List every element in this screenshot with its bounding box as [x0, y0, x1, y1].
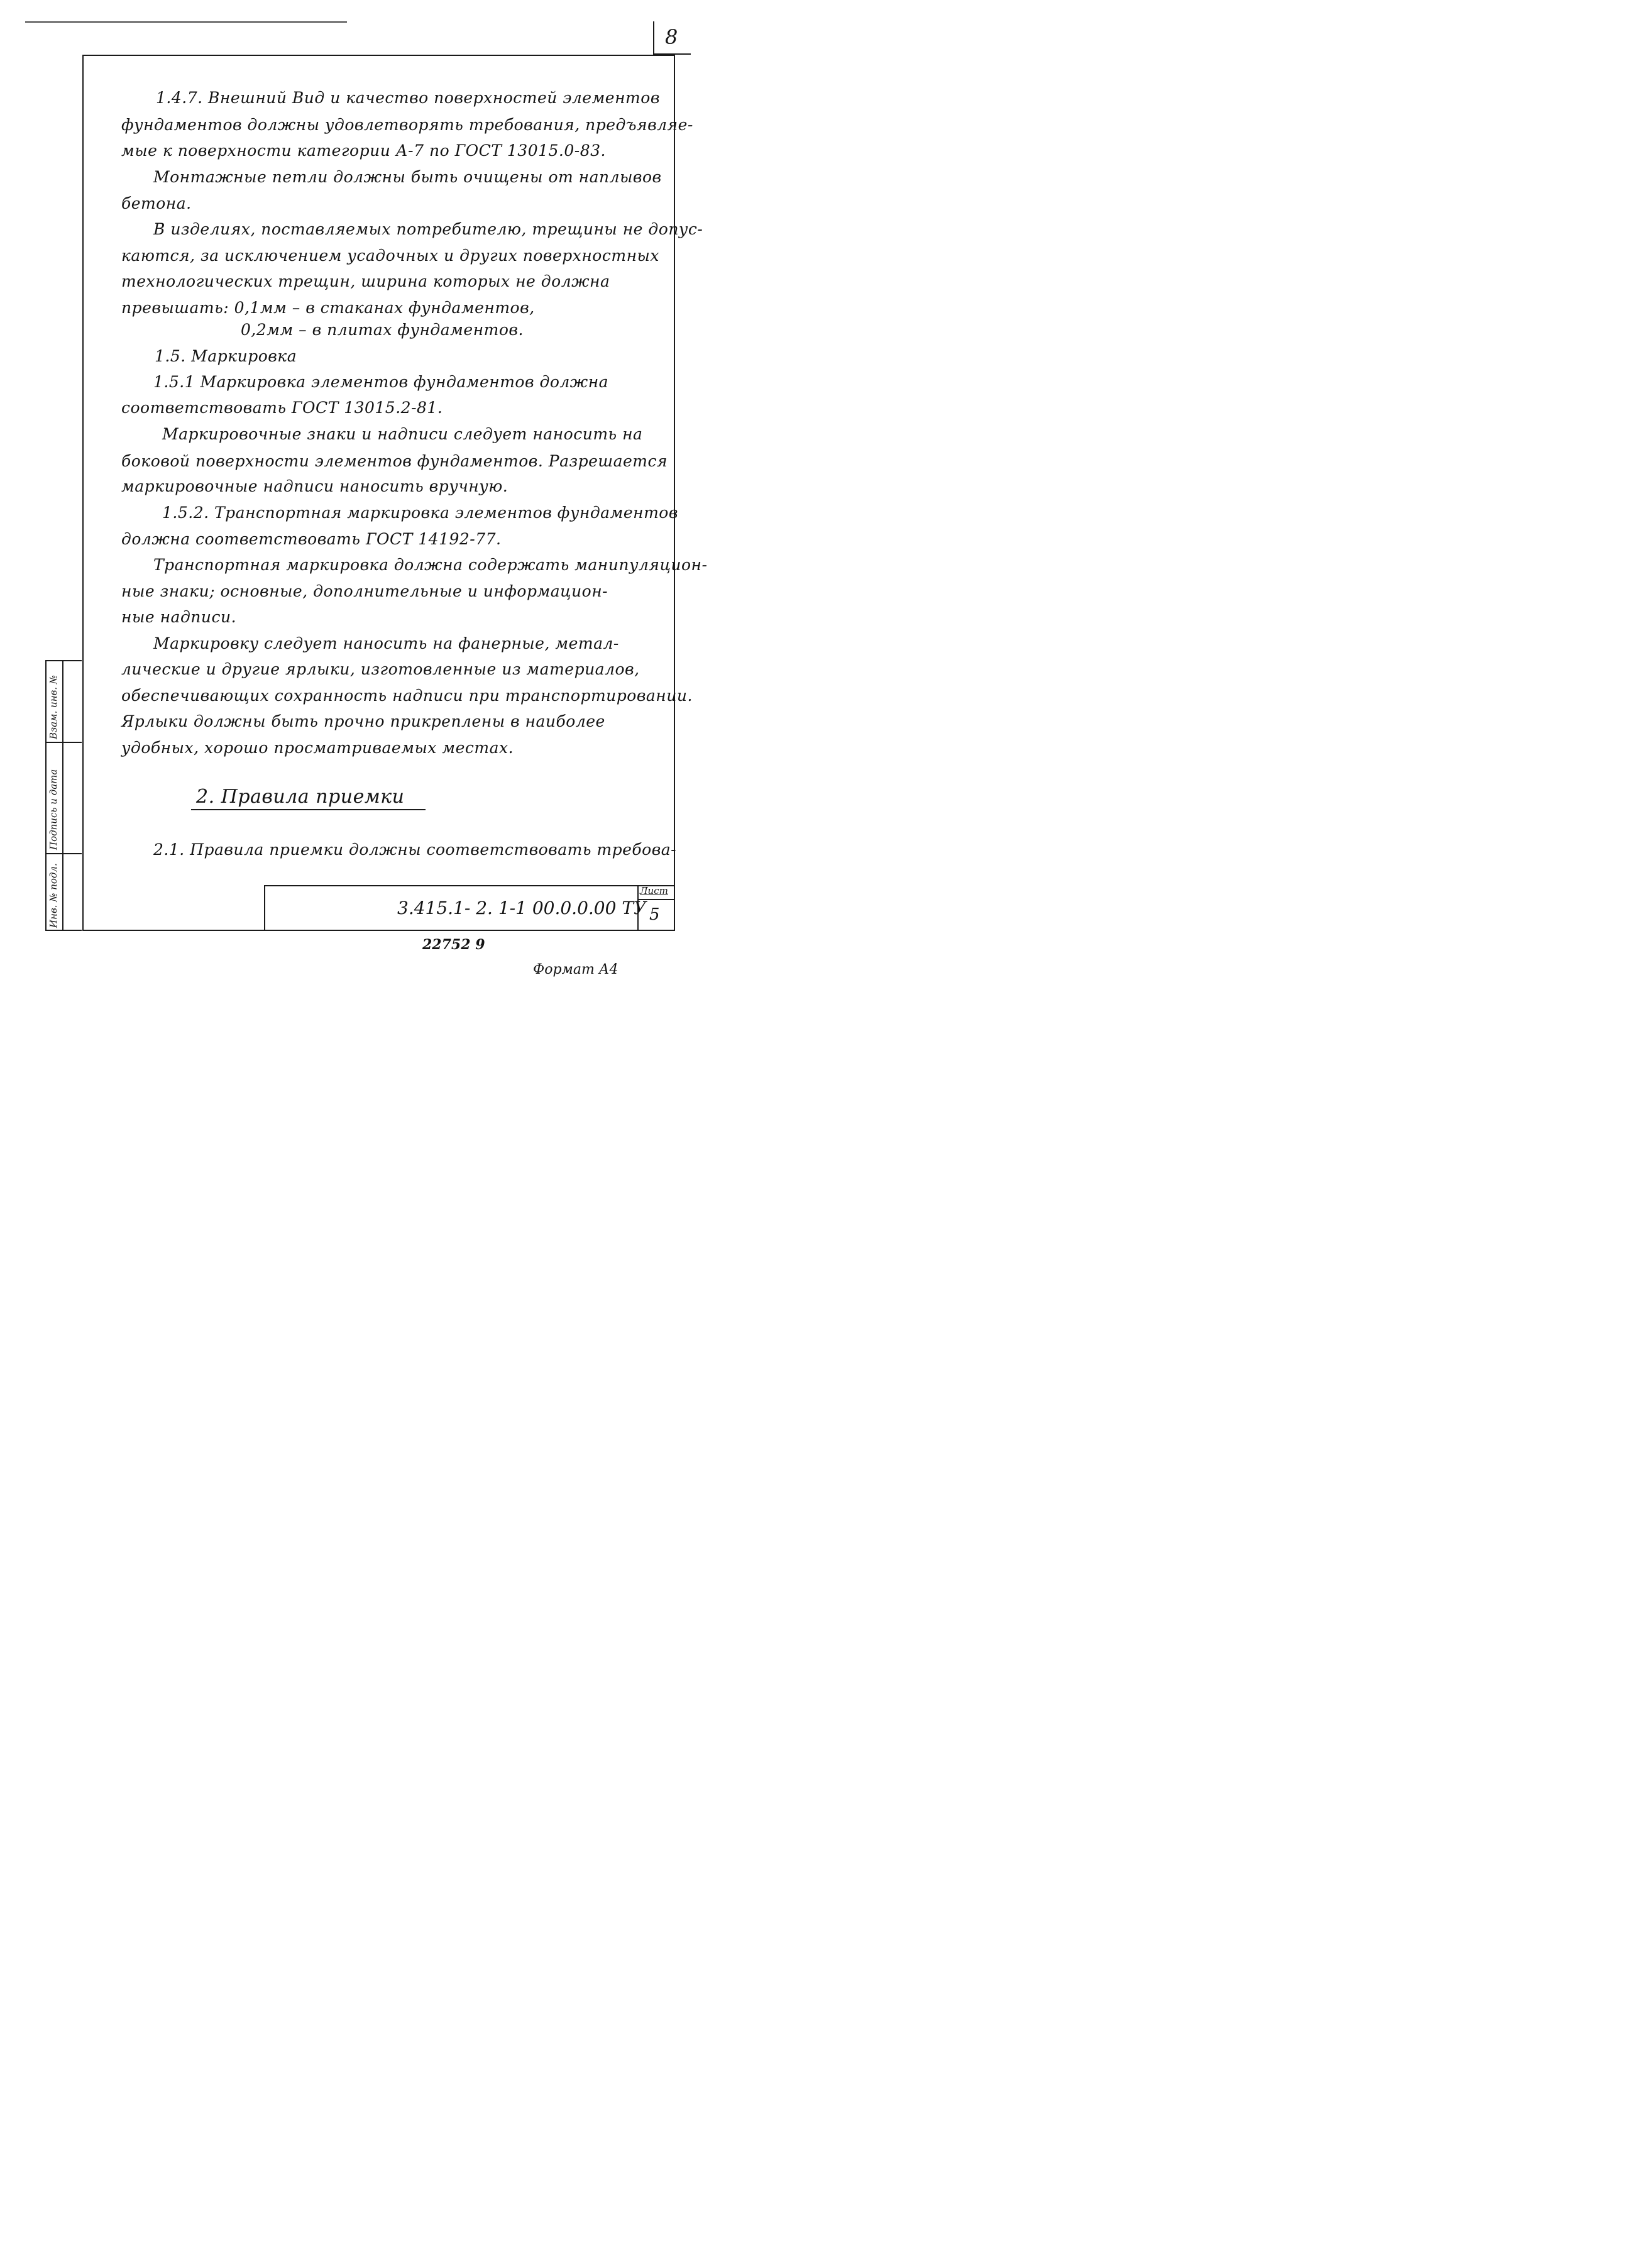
text-line: удобных, хорошо просматриваемых местах.: [121, 739, 514, 757]
side-stamp-divider-2: [45, 853, 82, 854]
text-line: 1.5. Маркировка: [155, 347, 297, 365]
side-stamp-divider-1: [45, 742, 82, 743]
text-line: лические и другие ярлыки, изготовленные из материалов,: [121, 660, 640, 678]
side-stamp-divider: [62, 660, 63, 931]
text-line: Маркировочные знаки и надписи следует наносить на: [162, 425, 643, 443]
text-line: 1.4.7. Внешний Вид и качество поверхностей элементов: [156, 89, 660, 107]
text-line: превышать: 0,1мм – в стаканах фундаментов,: [121, 299, 535, 317]
text-line: технологических трещин, ширина которых не должна: [121, 272, 610, 290]
archive-number: 22752 9: [422, 937, 485, 953]
sheet-number: 5: [649, 905, 660, 924]
text-line: 1.5.1 Маркировка элементов фундаментов должна: [153, 373, 609, 391]
section-title-underline: [191, 809, 426, 810]
text-line: мые к поверхности категории А-7 по ГОСТ 13015.0-83.: [121, 141, 606, 160]
text-line: бетона.: [121, 194, 192, 212]
text-line: обеспечивающих сохранность надписи при транспортировании.: [121, 686, 693, 705]
side-label-vzam-inv: Взам. инв. №: [48, 674, 59, 739]
text-line: В изделиях, поставляемых потребителю, трещины не допус-: [153, 220, 703, 238]
text-line: 0,2мм – в плитах фундаментов.: [241, 321, 524, 339]
text-line: ные знаки; основные, дополнительные и информацион-: [121, 582, 608, 600]
text-line: боковой поверхности элементов фундаментов. Разрешается: [121, 452, 668, 470]
sheet-label: Лист: [640, 885, 668, 896]
text-line: Транспортная маркировка должна содержать манипуляцион-: [153, 556, 708, 574]
text-line: каются, за исключением усадочных и других поверхностных: [121, 246, 659, 265]
section-title: 2. Правила приемки: [196, 786, 405, 808]
page-number: 8: [665, 25, 678, 49]
text-line: ные надписи.: [121, 608, 237, 626]
text-line: 1.5.2. Транспортная маркировка элементов фундаментов: [162, 504, 678, 522]
top-rule: [25, 21, 347, 23]
last-line: 2.1. Правила приемки должны соответствовать требова-: [153, 840, 677, 859]
text-line: соответствовать ГОСТ 13015.2-81.: [121, 399, 443, 417]
paper-format: Формат А4: [533, 962, 618, 977]
document-code: 3.415.1- 2. 1-1 00.0.0.00 ТУ: [397, 898, 647, 918]
side-label-podpis-data: Подпись и дата: [48, 769, 59, 850]
text-line: Маркировку следует наносить на фанерные, метал-: [153, 634, 619, 652]
text-line: фундаментов должны удовлетворять требования, предъявляе-: [121, 116, 693, 134]
text-line: Монтажные петли должны быть очищены от наплывов: [153, 168, 662, 186]
text-line: Ярлыки должны быть прочно прикреплены в наиболее: [121, 712, 605, 730]
side-label-inv-podl: Инв. № подл.: [48, 863, 59, 928]
text-line: маркировочные надписи наносить вручную.: [121, 477, 508, 495]
text-line: должна соответствовать ГОСТ 14192-77.: [121, 530, 502, 548]
sheet-corner-vertical: [653, 21, 654, 54]
